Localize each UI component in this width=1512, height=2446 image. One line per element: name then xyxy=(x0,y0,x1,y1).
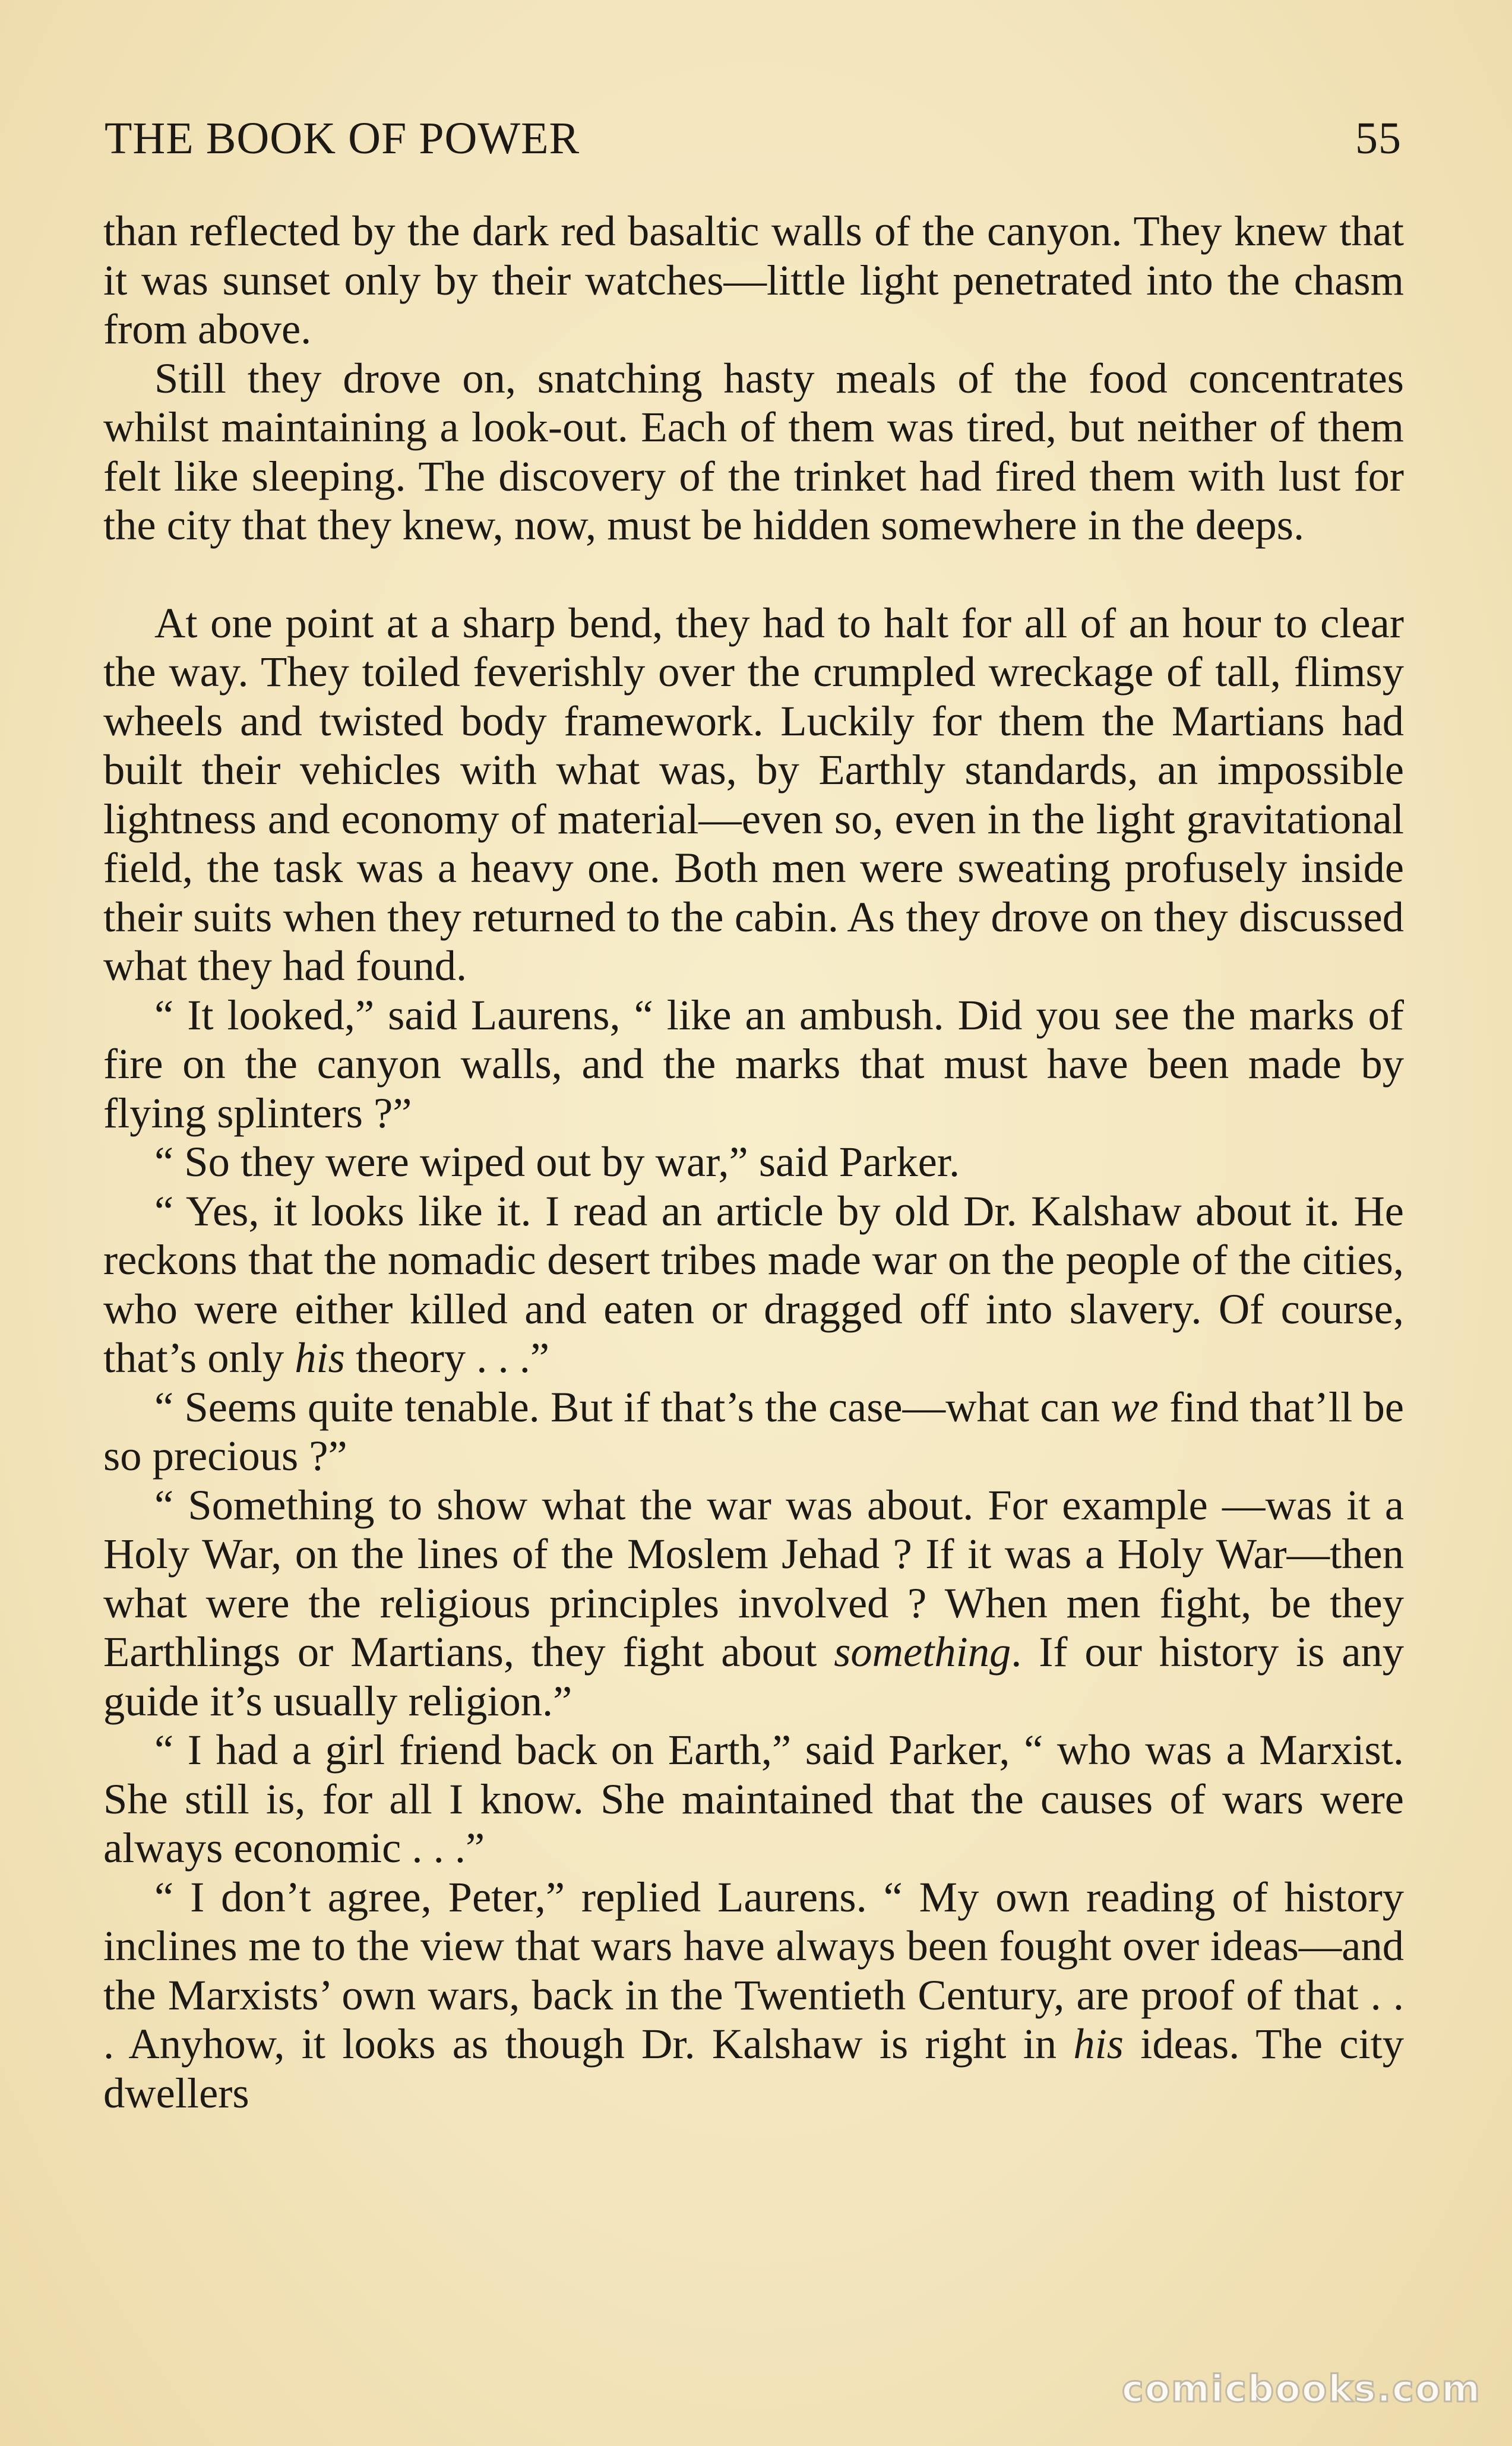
italic-we: we xyxy=(1111,1382,1159,1431)
italic-his: his xyxy=(295,1333,345,1382)
body-text xyxy=(103,207,1404,2118)
paragraph-6: “ Yes, it looks like it. I read an article by old Dr. Kalshaw about it. He reckons that the nomadic desert tribes made war on the people of the cities, who were either killed and eaten or dragged off into slavery. Of course, that’s only his theory . . .” xyxy=(103,1186,1404,1382)
paragraph-9: “ I had a girl friend back on Earth,” said Parker, “ who was a Marxist. She still is, for all I know. She maintained that the causes of wars were always economic . . .” xyxy=(103,1726,1404,1872)
italic-his-2: his xyxy=(1073,2020,1124,2068)
paragraph-7: “ Seems quite tenable. But if that’s the case—what can we find that’ll be so precious ?” xyxy=(103,1382,1405,1480)
paragraph-1: than reflected by the dark red basaltic walls of the canyon. They knew that it was sunset only by their watches—little light penetrated into the chasm from above. xyxy=(103,207,1404,353)
paragraph-10: “ I don’t agree, Peter,” replied Laurens. “ My own reading of history inclines me to the view that wars have always been fought over ideas—and the Marxists’ own wars, back in the Twentieth Century, are proof of that . . . Anyhow, it looks as though Dr. Kalshaw is right in his ideas. The city dwellers xyxy=(103,1872,1404,2117)
page-number: 55 xyxy=(1355,113,1402,163)
paragraph-3: At one point at a sharp bend, they had to halt for all of an hour to clear the way. They toiled feverishly over the crumpled wreckage of tall, flimsy wheels and twisted body framework. Luckily for them the Martians had built their vehicles with what was, by Earthly standards, an impossible lightness and economy of material—even so, even in the light gravitational field, the task was a heavy one. Both men were sweating profusely inside their suits when they returned to the cabin. As they drove on they discussed what they had found. xyxy=(103,598,1404,990)
paragraph-2: Still they drove on, snatching hasty meals of the food concentrates whilst maintaining a look-out. Each of them was tired, but neither of them felt like sleeping. The discovery of the trinket had fired them with lust for the city that they knew, now, must be hidden somewhere in the deeps. xyxy=(103,353,1404,549)
italic-something: something xyxy=(834,1627,1011,1676)
paragraph-4: “ It looked,” said Laurens, “ like an ambush. Did you see the marks of fire on the canyon walls, and the marks that must have been made by flying splinters ?” xyxy=(103,990,1404,1137)
page-header xyxy=(105,106,1402,171)
running-title: THE BOOK OF POWER xyxy=(105,113,580,163)
watermark-logo: comicbooks.com xyxy=(1121,2367,1481,2410)
paragraph-8: “ Something to show what the war was about. For example —was it a Holy War, on the lines of the Moslem Jehad ? If it was a Holy War—then what were the religious principles involved ? When men fight, be they Earthlings or Martians, they fight about something. If our history is any guide it’s usually religion.” xyxy=(103,1480,1404,1725)
paragraph-5: “ So they were wiped out by war,” said Parker. xyxy=(154,1137,960,1186)
